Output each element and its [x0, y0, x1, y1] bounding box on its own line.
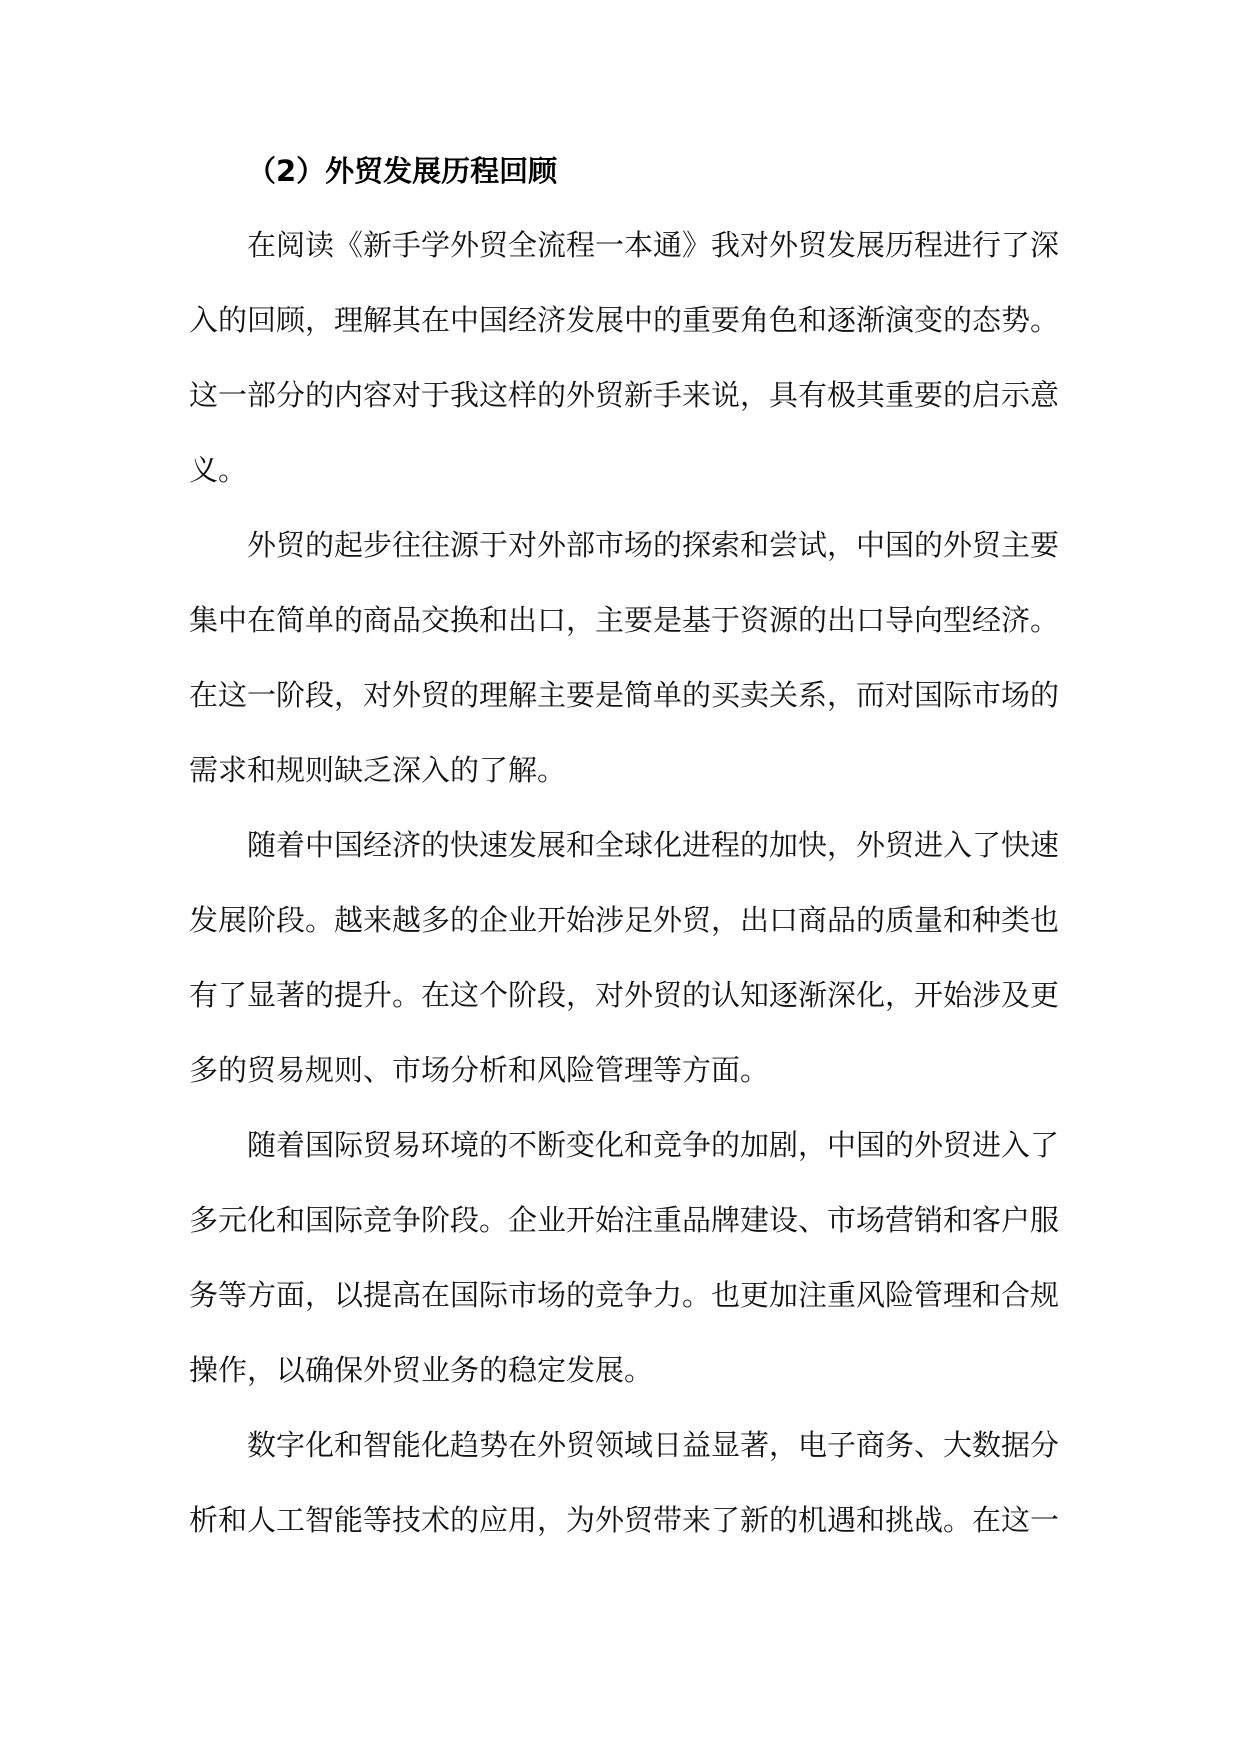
paragraph-line: 随着国际贸易环境的不断变化和竞争的加剧，中国的外贸进入了 — [247, 1128, 1060, 1162]
paragraph-line: 需求和规则缺乏深入的了解。 — [189, 753, 567, 787]
paragraph-line: 析和人工智能等技术的应用，为外贸带来了新的机遇和挑战。在这一 — [189, 1503, 1060, 1537]
paragraph — [189, 1120, 1059, 1420]
paragraph-line: 这一部分的内容对于我这样的外贸新手来说，具有极其重要的启示意 — [189, 378, 1060, 412]
paragraph — [189, 820, 1059, 1120]
paragraph-line: 多元化和国际竞争阶段。企业开始注重品牌建设、市场营销和客户服 — [189, 1203, 1060, 1237]
paragraph-line: 发展阶段。越来越多的企业开始涉足外贸，出口商品的质量和种类也 — [189, 903, 1060, 937]
paragraph-line: 在这一阶段，对外贸的理解主要是简单的买卖关系，而对国际市场的 — [189, 678, 1060, 712]
paragraph — [189, 1420, 1059, 1570]
paragraph-line: 集中在简单的商品交换和出口，主要是基于资源的出口导向型经济。 — [189, 603, 1060, 637]
paragraph-line: 义。 — [189, 453, 248, 487]
paragraph — [189, 520, 1059, 820]
paragraph-line: 操作，以确保外贸业务的稳定发展。 — [189, 1353, 654, 1387]
paragraph-line: 入的回顾，理解其在中国经济发展中的重要角色和逐渐演变的态势。 — [189, 303, 1060, 337]
paragraph-line: 有了显著的提升。在这个阶段，对外贸的认知逐渐深化，开始涉及更 — [189, 978, 1060, 1012]
paragraph-line: 在阅读《新手学外贸全流程一本通》我对外贸发展历程进行了深 — [247, 228, 1060, 262]
paragraph-line: 数字化和智能化趋势在外贸领域日益显著，电子商务、大数据分 — [247, 1428, 1060, 1462]
section-heading: （2）外贸发展历程回顾 — [247, 154, 558, 188]
paragraph-line: 多的贸易规则、市场分析和风险管理等方面。 — [189, 1053, 770, 1087]
paragraph-line: 务等方面，以提高在国际市场的竞争力。也更加注重风险管理和合规 — [189, 1278, 1060, 1312]
body-text — [189, 220, 1059, 1570]
paragraph-line: 随着中国经济的快速发展和全球化进程的加快，外贸进入了快速 — [247, 828, 1060, 862]
paragraph-line: 外贸的起步往往源于对外部市场的探索和尝试，中国的外贸主要 — [247, 528, 1060, 562]
paragraph — [189, 220, 1059, 520]
